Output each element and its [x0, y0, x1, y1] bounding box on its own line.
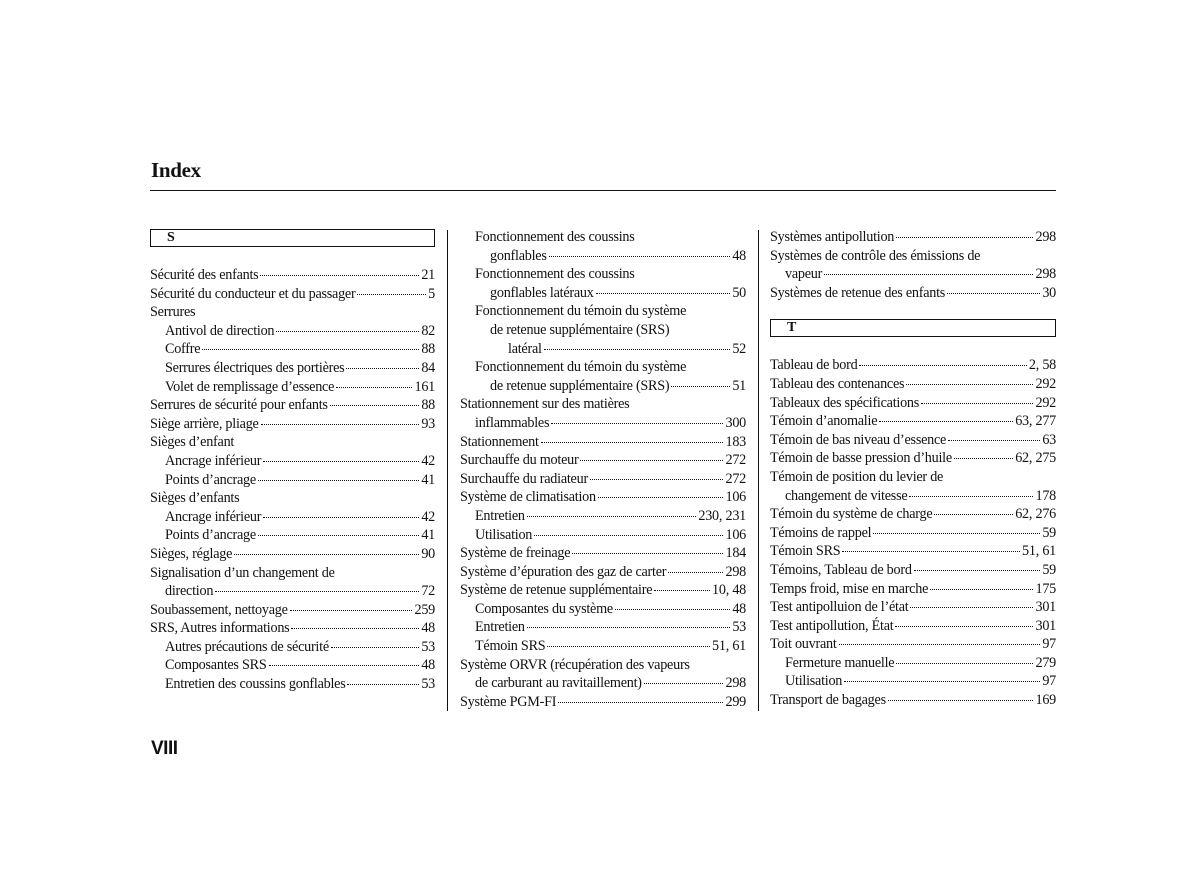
dot-leader [357, 294, 426, 295]
page-reference: 48 [421, 657, 435, 674]
page-reference: 106 [725, 489, 746, 506]
dot-leader [331, 647, 419, 648]
dot-leader [527, 516, 697, 517]
index-entry [150, 526, 435, 545]
page-title: Index [151, 158, 201, 182]
index-entry [150, 452, 435, 471]
index-term: Test antipollution, État [770, 617, 894, 634]
dot-leader [547, 646, 710, 647]
index-term: Témoins, Tableau de bord [770, 561, 912, 578]
page-reference: 48 [421, 620, 435, 637]
index-entry [460, 563, 746, 582]
page-reference: 301 [1035, 599, 1056, 616]
index-entry [770, 468, 1056, 487]
index-term: Systèmes antipollution [770, 229, 895, 245]
index-term: Sécurité du conducteur et du passager [150, 285, 356, 302]
dot-leader [873, 533, 1040, 534]
index-entry [460, 433, 746, 452]
index-entry [150, 359, 435, 378]
index-term: Test antipolluion de l’état [770, 599, 909, 616]
index-term: inflammables [475, 414, 550, 431]
index-term: Système PGM-FI [460, 693, 557, 710]
page-reference: 298 [725, 563, 746, 580]
index-term: Système de climatisation [460, 489, 596, 506]
index-entry [460, 470, 746, 489]
index-term: Signalisation d’un changement de [150, 564, 335, 581]
page-reference: 52 [732, 340, 746, 357]
index-term: changement de vitesse [785, 487, 908, 504]
index-term: de retenue supplémentaire (SRS) [490, 321, 670, 338]
index-term: Serrures électriques des portières [165, 359, 345, 376]
index-term: Témoins de rappel [770, 524, 872, 541]
dot-leader [824, 274, 1033, 275]
index-entry [460, 637, 746, 656]
index-entry [460, 265, 746, 284]
dot-leader [544, 349, 731, 350]
dot-leader [291, 628, 419, 629]
index-term: gonflables latéraux [490, 284, 594, 301]
page-reference: 10, 48 [712, 582, 746, 599]
index-entry [460, 656, 746, 675]
index-term: direction [165, 583, 214, 600]
dot-leader [654, 590, 710, 591]
index-term: Surchauffe du radiateur [460, 470, 588, 487]
page-reference: 41 [421, 527, 435, 544]
page-reference: 272 [725, 452, 746, 469]
index-term: Systèmes de retenue des enfants [770, 284, 946, 301]
dot-leader [909, 496, 1033, 497]
index-term: Tableaux des spécifications [770, 394, 920, 411]
index-entry [770, 654, 1056, 673]
index-term: Système d’épuration des gaz de carter [460, 563, 667, 580]
page-reference: 62, 275 [1015, 450, 1056, 467]
index-term: Sièges d’enfant [150, 434, 235, 451]
dot-leader [260, 275, 419, 276]
page-reference: 72 [421, 583, 435, 600]
index-entry [460, 544, 746, 563]
dot-leader [590, 479, 724, 480]
dot-leader [598, 497, 724, 498]
index-term: Témoin d’anomalie [770, 413, 878, 430]
index-entry [460, 507, 746, 526]
index-entry [150, 303, 435, 322]
dot-leader [914, 570, 1041, 571]
page-reference: 298 [1035, 266, 1056, 283]
index-term: Sièges d’enfants [150, 490, 240, 507]
index-entry [770, 375, 1056, 394]
index-term: Système de freinage [460, 545, 571, 562]
dot-leader [596, 293, 731, 294]
dot-leader [541, 442, 724, 443]
index-term: Volet de remplissage d’essence [165, 378, 335, 395]
page-reference: 59 [1042, 524, 1056, 541]
index-term: Entretien [475, 507, 525, 524]
index-term: Sièges, réglage [150, 545, 233, 562]
index-term: Points d’ancrage [165, 471, 256, 488]
dot-leader [261, 424, 420, 425]
page-reference: 259 [414, 601, 435, 618]
page-reference: 48 [732, 247, 746, 264]
index-entry [460, 395, 746, 414]
page-reference: 53 [421, 676, 435, 693]
page-reference: 88 [421, 397, 435, 414]
dot-leader [668, 572, 723, 573]
index-entry [150, 378, 435, 397]
dot-leader [921, 403, 1033, 404]
index-entry [460, 451, 746, 470]
dot-leader [347, 684, 419, 685]
page-reference: 50 [732, 284, 746, 301]
dot-leader [258, 535, 419, 536]
page-reference: 21 [421, 267, 435, 283]
index-entry [460, 377, 746, 396]
index-entry [770, 691, 1056, 710]
index-entry [770, 617, 1056, 636]
page-reference: 93 [421, 415, 435, 432]
index-term: Tableau de bord [770, 357, 858, 374]
dot-leader [895, 626, 1033, 627]
dot-leader [859, 365, 1026, 366]
dot-leader [263, 517, 419, 518]
dot-leader [644, 683, 724, 684]
dot-leader [954, 458, 1013, 459]
index-entry [460, 600, 746, 619]
page-reference: 90 [421, 545, 435, 562]
page-reference: 2, 58 [1028, 357, 1056, 374]
index-term: Systèmes de contrôle des émissions de [770, 247, 981, 264]
index-entry [770, 672, 1056, 691]
index-term: Fonctionnement des coussins [475, 266, 635, 283]
index-column-3 [770, 228, 1056, 710]
index-entry [770, 524, 1056, 543]
page-reference: 161 [414, 378, 435, 395]
index-term: Serrures [150, 304, 196, 321]
index-column-2 [460, 228, 746, 711]
dot-leader [910, 607, 1033, 608]
index-term: Tableau des contenances [770, 375, 905, 392]
index-entry [460, 284, 746, 303]
index-term: Ancrage inférieur [165, 508, 262, 525]
dot-leader [276, 331, 419, 332]
index-entry [460, 693, 746, 712]
index-entry [770, 449, 1056, 468]
index-entry [150, 619, 435, 638]
page-reference: 88 [421, 341, 435, 358]
title-divider [150, 190, 1056, 191]
index-entry [150, 675, 435, 694]
dot-leader [234, 554, 419, 555]
dot-leader [346, 368, 419, 369]
page-reference: 42 [421, 452, 435, 469]
index-term: Fermeture manuelle [785, 654, 895, 671]
page-reference: 178 [1035, 487, 1056, 504]
index-term: Utilisation [785, 673, 843, 690]
index-entry [460, 674, 746, 693]
index-entry [770, 561, 1056, 580]
index-term: Transport de bagages [770, 692, 886, 709]
index-entry [150, 433, 435, 452]
index-entry [460, 321, 746, 340]
page-reference: 62, 276 [1015, 506, 1056, 523]
index-term: Témoin de basse pression d’huile [770, 450, 952, 467]
index-entry [770, 265, 1056, 284]
dot-leader [263, 461, 419, 462]
dot-leader [572, 553, 723, 554]
dot-leader [896, 663, 1033, 664]
page-number: VIII [151, 738, 178, 759]
page-reference: 30 [1042, 284, 1056, 301]
index-term: Témoin SRS [770, 543, 841, 560]
index-term: de retenue supplémentaire (SRS) [490, 377, 670, 394]
dot-leader [336, 387, 412, 388]
column-divider [758, 230, 759, 711]
dot-leader [947, 293, 1040, 294]
index-entry [150, 396, 435, 415]
index-entry [770, 542, 1056, 561]
index-term: Témoin de position du levier de [770, 468, 944, 485]
dot-leader [888, 700, 1034, 701]
dot-leader [269, 665, 420, 666]
index-term: SRS, Autres informations [150, 620, 290, 637]
dot-leader [290, 610, 413, 611]
index-entry [150, 545, 435, 564]
page-reference: 175 [1035, 580, 1056, 597]
page-reference: 299 [725, 693, 746, 710]
index-entry [460, 302, 746, 321]
index-term: Autres précautions de sécurité [165, 638, 329, 655]
index-term: Système de retenue supplémentaire [460, 582, 653, 599]
index-term: Soubassement, nettoyage [150, 601, 288, 618]
page-reference: 82 [421, 322, 435, 339]
index-term: Sécurité des enfants [150, 267, 259, 283]
index-entry [150, 638, 435, 657]
index-term: Composantes SRS [165, 657, 267, 674]
index-term: Composantes du système [475, 600, 613, 617]
index-term: Fonctionnement du témoin du système [475, 303, 687, 320]
index-entry [150, 285, 435, 304]
dot-leader [906, 384, 1033, 385]
index-term: Surchauffe du moteur [460, 452, 579, 469]
dot-leader [930, 589, 1033, 590]
dot-leader [330, 405, 420, 406]
index-term: Entretien [475, 619, 525, 636]
index-term: gonflables [490, 247, 547, 264]
index-term: Témoin du système de charge [770, 506, 933, 523]
column-divider [447, 230, 448, 711]
dot-leader [534, 535, 723, 536]
index-term: Fonctionnement des coussins [475, 229, 635, 245]
dot-leader [842, 551, 1020, 552]
dot-leader [258, 480, 419, 481]
page-reference: 53 [732, 619, 746, 636]
page-reference: 59 [1042, 561, 1056, 578]
index-term: de carburant au ravitaillement) [475, 675, 642, 692]
index-term: Entretien des coussins gonflables [165, 676, 346, 693]
index-entry [150, 656, 435, 675]
page-reference: 292 [1035, 375, 1056, 392]
dot-leader [580, 460, 723, 461]
dot-leader [844, 681, 1040, 682]
dot-leader [879, 421, 1013, 422]
page-reference: 5 [428, 285, 435, 302]
page-reference: 63 [1042, 431, 1056, 448]
page-reference: 106 [725, 526, 746, 543]
index-term: Antivol de direction [165, 322, 275, 339]
index-entry [150, 489, 435, 508]
index-entry [460, 526, 746, 545]
page-reference: 51 [732, 377, 746, 394]
dot-leader [549, 256, 731, 257]
index-entry [460, 488, 746, 507]
index-entry [770, 635, 1056, 654]
index-entry [460, 228, 746, 247]
index-entry [460, 414, 746, 433]
index-entry [770, 228, 1056, 247]
index-column-1 [150, 228, 435, 694]
section-header: T [770, 319, 1056, 337]
page-reference: 51, 61 [1022, 543, 1056, 560]
index-entry [770, 431, 1056, 450]
dot-leader [934, 514, 1013, 515]
page-reference: 300 [725, 414, 746, 431]
index-term: Utilisation [475, 526, 533, 543]
section-header: S [150, 229, 435, 247]
page-reference: 53 [421, 638, 435, 655]
index-entry [770, 394, 1056, 413]
dot-leader [558, 702, 723, 703]
index-entry [770, 247, 1056, 266]
index-term: Fonctionnement du témoin du système [475, 359, 687, 376]
page-reference: 292 [1035, 394, 1056, 411]
page-reference: 169 [1035, 692, 1056, 709]
index-term: Coffre [165, 341, 201, 358]
index-entry [150, 564, 435, 583]
index-term: Stationnement [460, 433, 539, 450]
page-reference: 51, 61 [712, 638, 746, 655]
page-reference: 272 [725, 470, 746, 487]
index-entry [150, 322, 435, 341]
index-entry [460, 358, 746, 377]
index-entry [460, 247, 746, 266]
page-reference: 42 [421, 508, 435, 525]
index-entry [770, 505, 1056, 524]
index-entry [150, 601, 435, 620]
index-entry [460, 581, 746, 600]
dot-leader [671, 386, 730, 387]
page-reference: 97 [1042, 673, 1056, 690]
index-term: Ancrage inférieur [165, 452, 262, 469]
index-entry [150, 508, 435, 527]
page-reference: 97 [1042, 636, 1056, 653]
index-entry [460, 618, 746, 637]
index-term: Temps froid, mise en marche [770, 580, 929, 597]
dot-leader [896, 237, 1033, 238]
dot-leader [551, 423, 723, 424]
dot-leader [839, 644, 1041, 645]
index-entry [770, 487, 1056, 506]
page-reference: 84 [421, 359, 435, 376]
index-term: Toit ouvrant [770, 636, 837, 653]
index-entry [150, 415, 435, 434]
page-reference: 230, 231 [698, 507, 746, 524]
index-entry [150, 266, 435, 285]
index-term: Points d’ancrage [165, 527, 256, 544]
index-term: Système ORVR (récupération des vapeurs [460, 656, 690, 673]
index-term: vapeur [785, 266, 823, 283]
index-term: Témoin de bas niveau d’essence [770, 431, 947, 448]
index-entry [770, 412, 1056, 431]
page-reference: 183 [725, 433, 746, 450]
index-term: Stationnement sur des matières [460, 396, 630, 413]
index-term: Témoin SRS [475, 638, 546, 655]
index-entry [460, 340, 746, 359]
dot-leader [215, 591, 419, 592]
index-term: latéral [508, 340, 542, 357]
index-entry [770, 580, 1056, 599]
page-reference: 301 [1035, 617, 1056, 634]
index-entry [150, 582, 435, 601]
index-term: Siège arrière, pliage [150, 415, 259, 432]
dot-leader [527, 627, 731, 628]
page-reference: 184 [725, 545, 746, 562]
page-reference: 63, 277 [1015, 413, 1056, 430]
index-entry [770, 598, 1056, 617]
page-reference: 298 [725, 675, 746, 692]
index-entry [150, 340, 435, 359]
index-entry [770, 356, 1056, 375]
index-entry [150, 471, 435, 490]
index-term: Serrures de sécurité pour enfants [150, 397, 328, 414]
page-reference: 48 [732, 600, 746, 617]
index-entry [770, 284, 1056, 303]
dot-leader [948, 440, 1040, 441]
page-reference: 279 [1035, 654, 1056, 671]
dot-leader [202, 349, 419, 350]
page-reference: 298 [1035, 229, 1056, 245]
page-reference: 41 [421, 471, 435, 488]
dot-leader [615, 609, 730, 610]
